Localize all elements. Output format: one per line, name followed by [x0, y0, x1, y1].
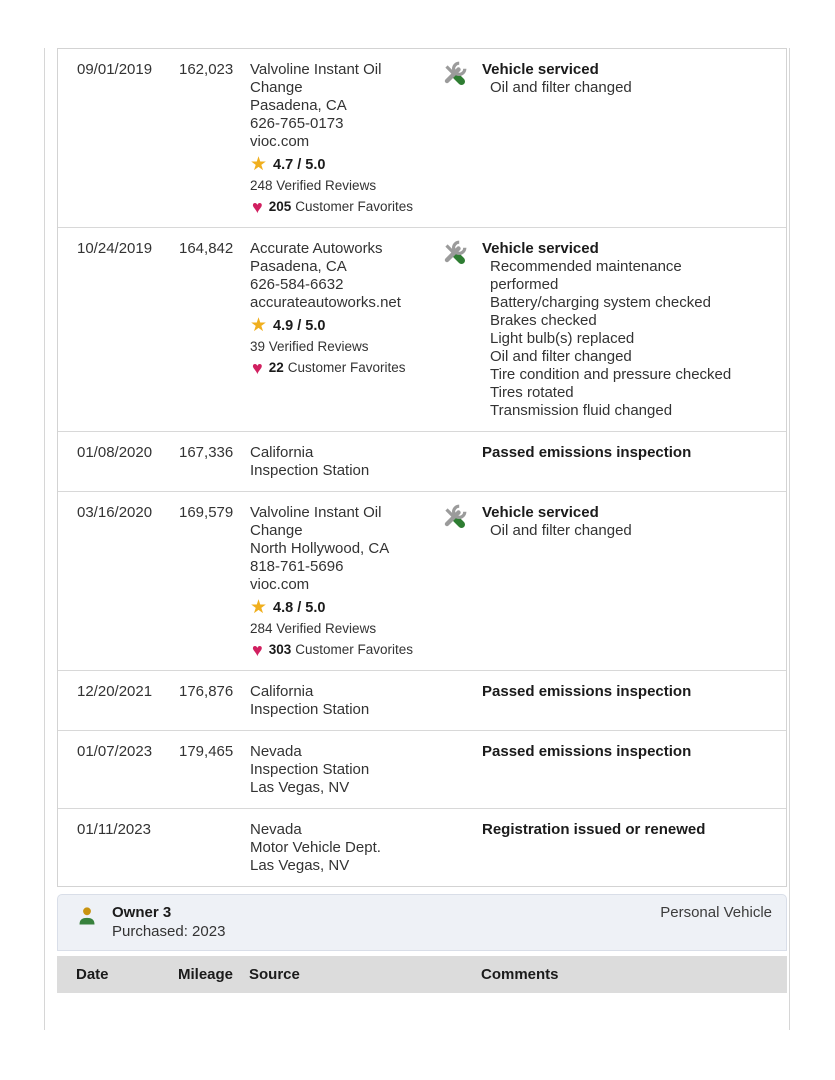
shop-rating	[250, 316, 431, 335]
event-date: 01/11/2023	[77, 821, 151, 838]
event-comments	[439, 444, 786, 480]
comment-detail: Light bulb(s) replaced	[490, 330, 635, 347]
event-mileage: 167,336	[179, 444, 234, 461]
comment-detail: Tires rotated	[490, 384, 574, 401]
comment-detail: Oil and filter changed	[490, 79, 632, 96]
source-line: Valvoline Instant Oil	[250, 504, 382, 521]
favorites-count: 205	[268, 199, 292, 214]
wrench-screwdriver-icon	[439, 502, 469, 532]
wrench-screwdriver-icon	[439, 59, 469, 89]
event-source	[250, 240, 439, 420]
column-header-row	[57, 956, 787, 993]
rating-value: 4.9 / 5.0	[273, 317, 326, 334]
history-row	[58, 431, 786, 491]
event-source	[250, 821, 439, 875]
source-line: Nevada	[250, 743, 302, 760]
favorites-count: 303	[268, 642, 292, 657]
source-lines	[250, 683, 431, 719]
history-row	[58, 227, 786, 431]
star-icon: ★	[250, 315, 268, 336]
source-lines	[250, 821, 431, 875]
customer-favorites	[250, 359, 431, 377]
source-line: Inspection Station	[250, 761, 370, 778]
source-line: Inspection Station	[250, 701, 370, 718]
favorites-label: Customer Favorites	[295, 199, 414, 214]
source-line: California	[250, 683, 314, 700]
wrench-screwdriver-icon	[439, 238, 469, 268]
history-row	[58, 808, 786, 886]
source-line: Change	[250, 522, 303, 539]
heart-icon: ♥	[252, 640, 263, 660]
event-source	[250, 444, 439, 480]
source-line: Pasadena, CA	[250, 258, 347, 275]
source-line: accurateautoworks.net	[250, 294, 401, 311]
comment-detail: Recommended maintenance	[490, 258, 682, 275]
comment-detail: Tire condition and pressure checked	[490, 366, 732, 383]
comment-body	[482, 444, 691, 462]
source-line: Inspection Station	[250, 462, 370, 479]
comment-body	[482, 240, 731, 420]
shop-rating	[250, 155, 431, 174]
source-line: Valvoline Instant Oil	[250, 61, 382, 78]
event-mileage: 169,579	[179, 504, 234, 521]
source-line: Las Vegas, NV	[250, 857, 350, 874]
customer-favorites	[250, 641, 431, 659]
vehicle-use-type: Personal Vehicle	[660, 904, 772, 921]
comment-title: Passed emissions inspection	[482, 743, 692, 760]
event-date: 09/01/2019	[77, 61, 153, 78]
comment-detail: Battery/charging system checked	[490, 294, 711, 311]
rating-value: 4.7 / 5.0	[273, 156, 326, 173]
favorites-label: Customer Favorites	[287, 360, 406, 375]
comment-detail: Oil and filter changed	[490, 522, 632, 539]
heart-icon: ♥	[252, 197, 263, 217]
source-line: Change	[250, 79, 303, 96]
comment-title: Vehicle serviced	[482, 240, 599, 257]
owner-purchased: Purchased: 2023	[112, 923, 226, 940]
owner-title: Owner 3	[112, 904, 172, 921]
event-mileage	[179, 821, 250, 875]
event-date: 10/24/2019	[77, 240, 153, 257]
comment-title: Passed emissions inspection	[482, 444, 692, 461]
column-header-date: Date	[76, 966, 109, 983]
event-comments	[439, 743, 786, 797]
history-row	[58, 670, 786, 730]
source-line: Pasadena, CA	[250, 97, 347, 114]
source-line: 818-761-5696	[250, 558, 344, 575]
source-line: Accurate Autoworks	[250, 240, 383, 257]
comment-body	[482, 743, 691, 761]
rating-value: 4.8 / 5.0	[273, 599, 326, 616]
comment-title: Vehicle serviced	[482, 61, 599, 78]
owner-section-header	[57, 894, 787, 951]
event-source	[250, 743, 439, 797]
column-header-mileage: Mileage	[178, 966, 234, 983]
source-line: California	[250, 444, 314, 461]
event-source	[250, 61, 439, 216]
event-date: 01/08/2020	[77, 444, 153, 461]
comment-body	[482, 683, 691, 701]
comment-details	[482, 522, 632, 540]
event-comments	[439, 821, 786, 875]
service-history-table	[57, 48, 787, 887]
source-line: Motor Vehicle Dept.	[250, 839, 381, 856]
history-row	[58, 49, 786, 227]
service-history-table-body	[58, 49, 786, 886]
customer-favorites	[250, 198, 431, 216]
source-lines	[250, 61, 431, 151]
source-lines	[250, 504, 431, 594]
source-lines	[250, 743, 431, 797]
history-row	[58, 730, 786, 808]
person-icon	[76, 905, 98, 927]
comment-detail: Brakes checked	[490, 312, 597, 329]
event-mileage: 164,842	[179, 240, 234, 257]
comment-detail: Oil and filter changed	[490, 348, 632, 365]
source-line: 626-765-0173	[250, 115, 344, 132]
comment-detail: performed	[490, 276, 559, 293]
heart-icon: ♥	[252, 358, 263, 378]
column-header-source: Source	[249, 966, 300, 983]
event-comments	[439, 504, 786, 659]
event-mileage: 176,876	[179, 683, 234, 700]
report-page-frame	[44, 48, 790, 1030]
source-line: vioc.com	[250, 576, 310, 593]
comment-detail: Transmission fluid changed	[490, 402, 673, 419]
comment-details	[482, 258, 731, 420]
event-date: 12/20/2021	[77, 683, 153, 700]
verified-reviews: 284 Verified Reviews	[250, 621, 377, 636]
owner-info	[112, 903, 660, 941]
comment-title: Passed emissions inspection	[482, 683, 692, 700]
source-line: North Hollywood, CA	[250, 540, 390, 557]
event-date: 01/07/2023	[77, 743, 153, 760]
star-icon: ★	[250, 154, 268, 175]
history-row	[58, 491, 786, 670]
source-lines	[250, 240, 431, 312]
event-comments	[439, 683, 786, 719]
comment-body	[482, 504, 632, 540]
comment-details	[482, 79, 632, 97]
event-mileage: 162,023	[179, 61, 234, 78]
comment-body	[482, 821, 705, 839]
event-source	[250, 504, 439, 659]
comment-title: Registration issued or renewed	[482, 821, 706, 838]
source-line: vioc.com	[250, 133, 310, 150]
star-icon: ★	[250, 597, 268, 618]
event-mileage: 179,465	[179, 743, 234, 760]
source-line: Las Vegas, NV	[250, 779, 350, 796]
column-header-comments: Comments	[481, 966, 559, 983]
favorites-count: 22	[268, 360, 284, 375]
source-line: 626-584-6632	[250, 276, 344, 293]
source-line: Nevada	[250, 821, 302, 838]
comment-title: Vehicle serviced	[482, 504, 599, 521]
verified-reviews: 39 Verified Reviews	[250, 339, 369, 354]
shop-rating	[250, 598, 431, 617]
event-comments	[439, 61, 786, 216]
favorites-label: Customer Favorites	[295, 642, 414, 657]
event-comments	[439, 240, 786, 420]
comment-body	[482, 61, 632, 97]
source-lines	[250, 444, 431, 480]
verified-reviews: 248 Verified Reviews	[250, 178, 377, 193]
event-date: 03/16/2020	[77, 504, 153, 521]
event-source	[250, 683, 439, 719]
